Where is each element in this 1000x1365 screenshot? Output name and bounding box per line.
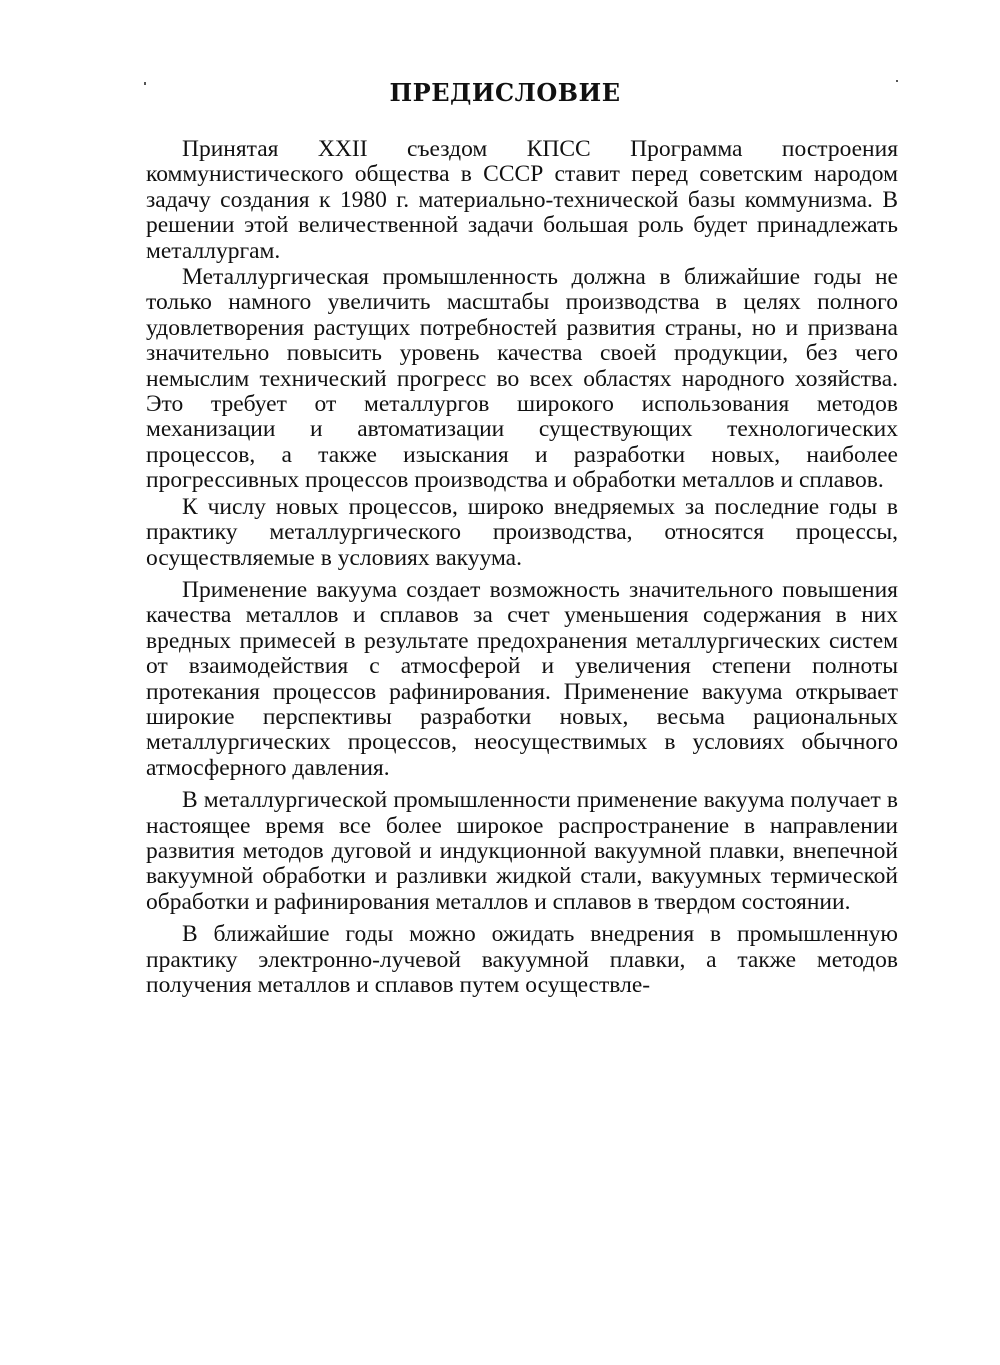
paragraph-3: К числу новых процессов, широко внедряемых за последние годы в практику металлургического производства, относятся процессы, осуществляемые в условиях вакуума. <box>146 493 898 571</box>
paragraph-5: В металлургической промышленности применение вакуума получает в настоящее время все более широкое распространение в направлении развития методов дуговой и индукционной вакуумной плавки, внепечной вакуумной обработки и разливки жидкой стали, вакуумных термической обработки и рафинирования металлов и сплавов в твердом состоянии. <box>146 787 898 915</box>
paragraph-6: В ближайшие годы можно ожидать внедрения в промышленную практику электронно-лучевой вакуумной плавки, а также методов получения металлов и сплавов путем осуществле- <box>146 921 898 998</box>
page-title: ПРЕДИСЛОВИЕ <box>389 78 621 107</box>
paragraph-2: Металлургическая промышленность должна в ближайшие годы не только намного увеличить масштабы производства в целях полного удовлетворения растущих потребностей развития страны, но и призвана значительно повысить уровень качества своей продукции, без чего немыслим технический прогресс во всех областях народного хозяйства. Это требует от металлургов широкого использования методов механизации и автоматизации существующих технологических процессов, а также изыскания и разработки новых, наиболее прогрессивных процессов производства и обработки металлов и сплавов. <box>146 264 898 494</box>
paragraph-1: Принятая XXII съездом КПСС Программа построения коммунистического общества в СССР ставит перед советским народом задачу создания к 1980 г. материально-технической базы коммунизма. В решении этой величественной задачи большая роль будет принадлежать металлургам. <box>146 136 898 264</box>
paragraph-4: Применение вакуума создает возможность значительного повышения качества металлов и сплавов за счет уменьшения содержания в них вредных примесей в результате предохранения металлургических систем от взаимодействия с атмосферой и увеличения степени полноты протекания процессов рафинирования. Применение вакуума открывает широкие перспективы разработки новых, весьма рациональных металлургических процессов, неосуществимых в условиях обычного атмосферного давления. <box>146 576 898 781</box>
body-text <box>146 137 898 998</box>
